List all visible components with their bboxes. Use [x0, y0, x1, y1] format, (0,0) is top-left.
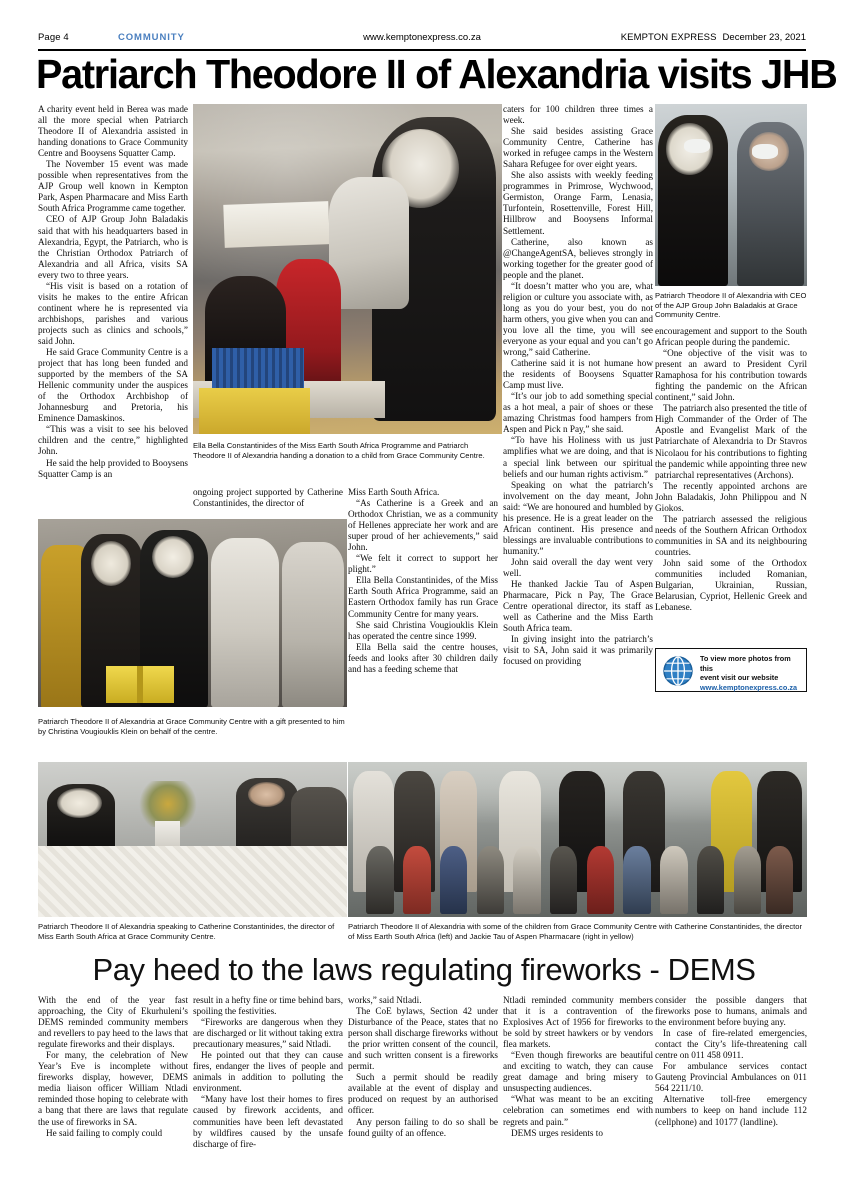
photo-image: [348, 762, 807, 917]
paragraph: consider the possible dangers that fireworks pose to humans, animals and the environment before buying any.: [655, 995, 807, 1028]
photo-image: [38, 519, 347, 707]
paragraph: John said some of the Orthodox communities included Romanian, Bulgarian, Ukrainian, Russian, Belarusian, Cypriot, Hellenic Greek and Lebanese.: [655, 557, 807, 613]
paragraph: With the end of the year fast approaching, the City of Ekurhuleni’s DEMS reminded community members and revellers to pay heed to the laws that regulate fireworks and their displays.: [38, 995, 189, 1050]
photo-patriarch-speaking: [38, 762, 347, 917]
article1-column-5: [655, 326, 807, 613]
photo-image: [193, 104, 502, 434]
photo-detail-mask: [684, 139, 710, 154]
paragraph: works,” said Ntladi.: [348, 995, 422, 1005]
paragraph: “What was meant to be an exciting celebration can sometimes end with regrets and pain.”: [503, 1094, 653, 1127]
paragraph: John said overall the day went very well.: [503, 556, 653, 578]
paragraph: He said the help provided to Booysens Squatter Camp is an: [38, 457, 188, 479]
paragraph: The CoE bylaws, Section 42 under Disturbance of the Peace, states that no person shall discharge fireworks without the prior written consent of the council, and such written consent is a fireworks permit.: [348, 1006, 498, 1072]
paragraph: CEO of AJP Group John Baladakis said that with his headquarters based in Alexandria, Egypt, the Patriarch, who is the Christian Orthodox Patriarch of Alexandria and all Africa, visits SA every two to three years.: [38, 214, 188, 280]
photo-figure-child: [734, 846, 762, 914]
article2-column-5: [655, 995, 807, 1128]
paragraph: result in a hefty fine or time behind bars, spoiling the festivities.: [193, 995, 343, 1017]
section-label: COMMUNITY: [118, 32, 185, 43]
paragraph: For ambulance services contact Gauteng Provincial Ambulances on 011 564 2211/10.: [655, 1061, 807, 1094]
masthead-publication: [621, 32, 806, 43]
paragraph: In giving insight into the patriarch’s visit to SA, John said it was primarily focused on providing: [503, 634, 653, 667]
paragraph: In case of fire-related emergencies, contact the City’s life-threatening call centre on 011 458 0911.: [655, 1028, 807, 1061]
photo-figure-child: [623, 846, 651, 914]
paragraph: The patriarch also presented the title of High Commander of the Order of The Apostle and Evangelist Mark of the Patriarchate of Alexandria to Dr Stavros Nicolaou for his contributions to fighting the pandemic while appointing three new patriarchal representatives (Archons).: [655, 403, 807, 480]
paragraph: caters for 100 children three times a week.: [503, 104, 653, 126]
caption-photo-donation-handover: Ella Bella Constantinides of the Miss Earth South Africa Programme and Patriarch Theodore II of Alexandria handing a donation to a child from Grace Community Centre.: [193, 441, 485, 460]
promo-line-1: To view more photos from this: [700, 654, 791, 673]
publication-name: KEMPTON EXPRESS: [620, 32, 717, 43]
article1-column-3: [348, 487, 498, 675]
photo-group-with-children: [348, 762, 807, 917]
photo-donation-handover: [193, 104, 502, 434]
photo-figure-child: [587, 846, 615, 914]
paragraph: For many, the celebration of New Year’s Eve is incomplete without fireworks display, however, DEMS media liaison officer William Ntladi reminded those hoping to celebrate with a bang that there are laws that regulate the use of fireworks in SA.: [38, 1050, 188, 1127]
article2-column-1: [38, 995, 188, 1139]
paragraph: “His visit is based on a rotation of visits he makes to the entire African continent where he is represented via archbishops, parishes and various projects such as clinics and schools,” said John.: [38, 280, 188, 346]
photo-figure-woman-1: [211, 538, 279, 707]
caption-photo-group-with-children: Patriarch Theodore II of Alexandria with some of the children from Grace Community Centre with Catherine Constantinides, the director of Miss Earth South Africa (left) and Jackie Tau of Aspen Pharmacare (right in yellow): [348, 922, 803, 941]
globe-icon: [662, 655, 694, 687]
paragraph: She also assists with weekly feeding programmes in Primrose, Wychwood, Germiston, Orange Farm, Lenasia, Turfontein, Rosettenville, Forest Hill, Hillbrow and Booysens Informal Settlement.: [503, 170, 653, 236]
photo-gift-presentation: [38, 519, 347, 707]
article1-column-1: [38, 104, 188, 480]
masthead: [38, 30, 806, 46]
paragraph: “To have his Holiness with us just amplifies what we are doing, and that is a special link between our spiritual beliefs and our human rights activism.”: [503, 435, 653, 479]
paragraph: He pointed out that they can cause fires, endanger the lives of people and animals in addition to polluting the environment.: [193, 1050, 343, 1094]
paragraph: She said besides assisting Grace Community Centre, Catherine has worked in refugee camps in the Western Sahara Refugee for over eight years.: [503, 126, 653, 170]
photo-figure-child: [440, 846, 468, 914]
paragraph: “One objective of the visit was to present an award to President Cyril Ramaphosa for his contribution towards fighting the pandemic on the African continent,” said John.: [655, 348, 807, 403]
paragraph: A charity event held in Berea was made all the more special when Patriarch Theodore II of Alexandria assisted in handing donations to Grace Community Centre and Booysens Squatter Camp.: [38, 104, 188, 159]
paragraph: Such a permit should be readily available at the event of display and produced on request by an authorised officer.: [348, 1072, 498, 1116]
photo-figure-child: [660, 846, 688, 914]
paragraph: Ella Bella Constantinides, of the Miss Earth South Africa Programme, said an Eastern Orthodox family has run Grace Community Centre for many years.: [348, 575, 498, 619]
paragraph: “We felt it correct to support her plight.”: [348, 553, 498, 575]
photo-image: [655, 104, 807, 286]
paragraph: He said failing to comply could: [46, 1127, 163, 1138]
caption-photo-gift-presentation: Patriarch Theodore II of Alexandria at Grace Community Centre with a gift presented to him by Christina Vougiouklis Klein on behalf of the centre.: [38, 717, 345, 736]
paragraph: “Even though fireworks are beautiful and exciting to watch, they can cause great damage and bring misery to unsuspecting audiences.: [503, 1050, 653, 1094]
photo-image: [38, 762, 347, 917]
photo-detail-poster: [223, 201, 329, 248]
photo-detail-mask: [752, 144, 778, 159]
paragraph: “It doesn’t matter who you are, what religion or culture you associate with, as long as you do your best, you do not harm others, you give when you can and you love all the time, you will see everyone as your equal and you can’t go wrong,” said Catherine.: [503, 280, 653, 358]
paragraph: “As Catherine is a Greek and an Orthodox Christian, we as a community of Hellenes appreciate her work and are super proud of her achievements,” said John.: [348, 498, 498, 553]
caption-photo-patriarch-with-ceo: Patriarch Theodore II of Alexandria with CEO of the AJP Group John Baladakis at Grace Community Centre.: [655, 291, 807, 320]
photo-figure-child: [513, 846, 541, 914]
paragraph: Alternative toll-free emergency numbers to keep on hand include 112 (cellphone) and 10177 (landline).: [655, 1094, 807, 1127]
photo-detail-gift-box: [106, 666, 174, 704]
paragraph: “It’s our job to add something special as a hot meal, a pair of shoes or these amazing Christmas food hampers from Aspen and Pick n Pay,” she said.: [503, 391, 653, 435]
photo-figure-child: [403, 846, 431, 914]
article2-column-4: [503, 995, 653, 1139]
article2-column-3: [348, 995, 498, 1139]
photo-figure-child: [550, 846, 578, 914]
photo-figure-child: [697, 846, 725, 914]
caption-photo-patriarch-speaking: Patriarch Theodore II of Alexandria speaking to Catherine Constantinides, the director of Miss Earth South Africa at Grace Community Centre.: [38, 922, 335, 941]
paragraph: The patriarch assessed the religious needs of the Southern African Orthodox communities in SA and its neighbouring countries.: [655, 513, 807, 557]
photo-figure-child: [366, 846, 394, 914]
paragraph: Ntladi reminded community members that it is a contravention of the Explosives Act of 1956 for fireworks to be sold by street hawkers or by vendors flea markets.: [503, 995, 653, 1050]
paragraph: The recently appointed archons are John Baladakis, John Philippou and N Giokos.: [655, 480, 807, 513]
promo-text: [700, 654, 803, 692]
paragraph: “Fireworks are dangerous when they are discharged or lit without taking extra precautionary measures,” said Ntladi.: [193, 1017, 343, 1050]
photo-figure-child: [477, 846, 505, 914]
promo-line-2: event visit our website: [700, 673, 779, 683]
publication-date: December 23, 2021: [722, 32, 806, 43]
paragraph: Catherine said it is not humane how the residents of Booysens Squatter Camp must live.: [503, 358, 653, 391]
paragraph: Catherine, also known as @ChangeAgentSA, believes strongly in working together for the greater good of people and the planet.: [503, 236, 653, 280]
paragraph: He said Grace Community Centre is a project that has long been funded and supported by the members of the SA Hellenic community under the auspices of the Orthodox Archbishop of Johannesburg and Pretoria, his Eminence Damaskinos.: [38, 347, 188, 424]
article1-column-4: [503, 104, 653, 667]
paragraph: Ella Bella said the centre houses, feeds and looks after 30 children daily and has a feeding scheme that: [348, 641, 498, 674]
photo-figure-child: [766, 846, 794, 914]
photo-detail-tablecloth: [38, 846, 347, 917]
masthead-website: www.kemptonexpress.co.za: [363, 32, 481, 43]
photo-detail-crate: [212, 348, 305, 388]
paragraph: ongoing project supported by Catherine Constantinides, the director of: [193, 487, 343, 509]
paragraph: “This was a visit to see his beloved children and the centre,” highlighted John.: [38, 424, 188, 457]
paragraph: encouragement and support to the South African people during the pandemic.: [655, 326, 807, 348]
paragraph: Miss Earth South Africa.: [348, 487, 440, 497]
paragraph: She said Christina Vougiouklis Klein has operated the centre since 1999.: [348, 619, 498, 641]
promo-url-link[interactable]: www.kemptonexpress.co.za: [700, 682, 798, 692]
article2-column-2: [193, 995, 343, 1150]
photo-figure-woman-2: [282, 542, 344, 707]
article1-headline: Patriarch Theodore II of Alexandria visits JHB: [36, 51, 837, 97]
paragraph: “Many have lost their homes to fires caused by firework accidents, and communities have been left devastated by wildfires caused by the unsafe discharge of fire-: [193, 1094, 343, 1149]
article2-headline: Pay heed to the laws regulating fireworks - DEMS: [92, 952, 756, 987]
article1-column-2: [193, 487, 343, 509]
website-promo-box[interactable]: [655, 648, 807, 692]
paragraph: Speaking on what the patriarch’s involvement on the day meant, John said: “We are honoured and humbled by his presence. He is a great leader on the African continent. His presence and blessings are invaluable contributions to humanity.”: [503, 479, 653, 556]
page-number-label: Page 4: [38, 32, 69, 43]
paragraph: He thanked Jackie Tau of Aspen Pharmacare, Pick n Pay, The Grace Centre operational director, its staff as well as Catherine and the Miss Earth South Africa team.: [503, 579, 653, 634]
photo-detail-box: [199, 388, 310, 434]
photo-figure-woman: [329, 177, 409, 309]
paragraph: Any person failing to do so shall be found guilty of an offence.: [348, 1116, 498, 1138]
paragraph: DEMS urges residents to: [511, 1127, 603, 1138]
photo-patriarch-with-ceo: [655, 104, 807, 286]
paragraph: The November 15 event was made possible when representatives from the AJP Group well known in Kempton Park, Aspen Pharmacare and Miss Earth South Africa Programme came together.: [38, 159, 188, 214]
photo-detail-vase: [155, 821, 180, 849]
